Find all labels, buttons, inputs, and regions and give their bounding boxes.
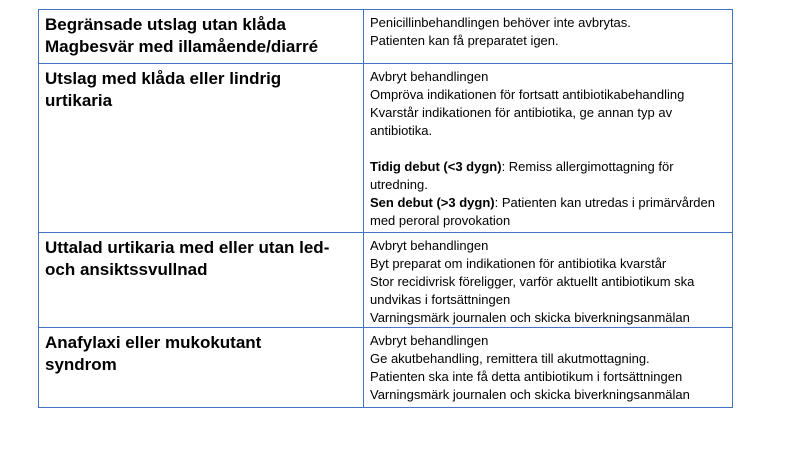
recommendation-cell: Avbryt behandlingen Ge akutbehandling, remittera till akutmottagning. Patienten ska inte få detta antibiotikum i fortsättningen Varningsmärk journalen och skicka biverkningsanmälan [364, 328, 733, 408]
reaction-heading: Anafylaxi eller mukokutant syndrom [45, 333, 262, 374]
recommendation-cell: Avbryt behandlingen Byt preparat om indikationen för antibiotika kvarstår Stor recidivrisk föreligger, varför aktuellt antibiotikum ska undvikas i fortsättningen Varningsmärk journalen och skicka biverkningsanmälan [364, 233, 733, 328]
recommendation-cell: Avbryt behandlingen Ompröva indikationen för fortsatt antibiotikabehandling Kvarstår indikationen för antibiotika, ge annan typ av antibiotika. Tidig debut (<3 dygn): Remiss allergimottagning för utredning. Sen debut (>3 dygn): Patienten kan utredas i primärvården med peroral provokation [364, 64, 733, 233]
reaction-heading: Begränsade utslag utan klåda Magbesvär med illamående/diarré [45, 15, 319, 56]
table-row [39, 233, 733, 328]
reaction-heading: Uttalad urtikaria med eller utan led- och ansiktssvullnad [45, 238, 330, 279]
reaction-type-cell [39, 10, 364, 64]
late-onset-line: Sen debut (>3 dygn): Patienten kan utredas i primärvården [370, 195, 715, 210]
table-row [39, 10, 733, 64]
table-row [39, 328, 733, 408]
early-onset-line: Tidig debut (<3 dygn): Remiss allergimottagning för [370, 159, 674, 174]
reaction-heading: Utslag med klåda eller lindrig urtikaria [45, 69, 282, 110]
table-row [39, 64, 733, 233]
reaction-type-cell [39, 233, 364, 328]
row0-heading-full [0, 0, 1, 1]
reaction-type-cell [39, 64, 364, 233]
reaction-table [38, 9, 733, 408]
recommendation-cell: Penicillinbehandlingen behöver inte avbrytas. Patienten kan få preparatet igen. [364, 10, 733, 64]
reaction-type-cell [39, 328, 364, 408]
